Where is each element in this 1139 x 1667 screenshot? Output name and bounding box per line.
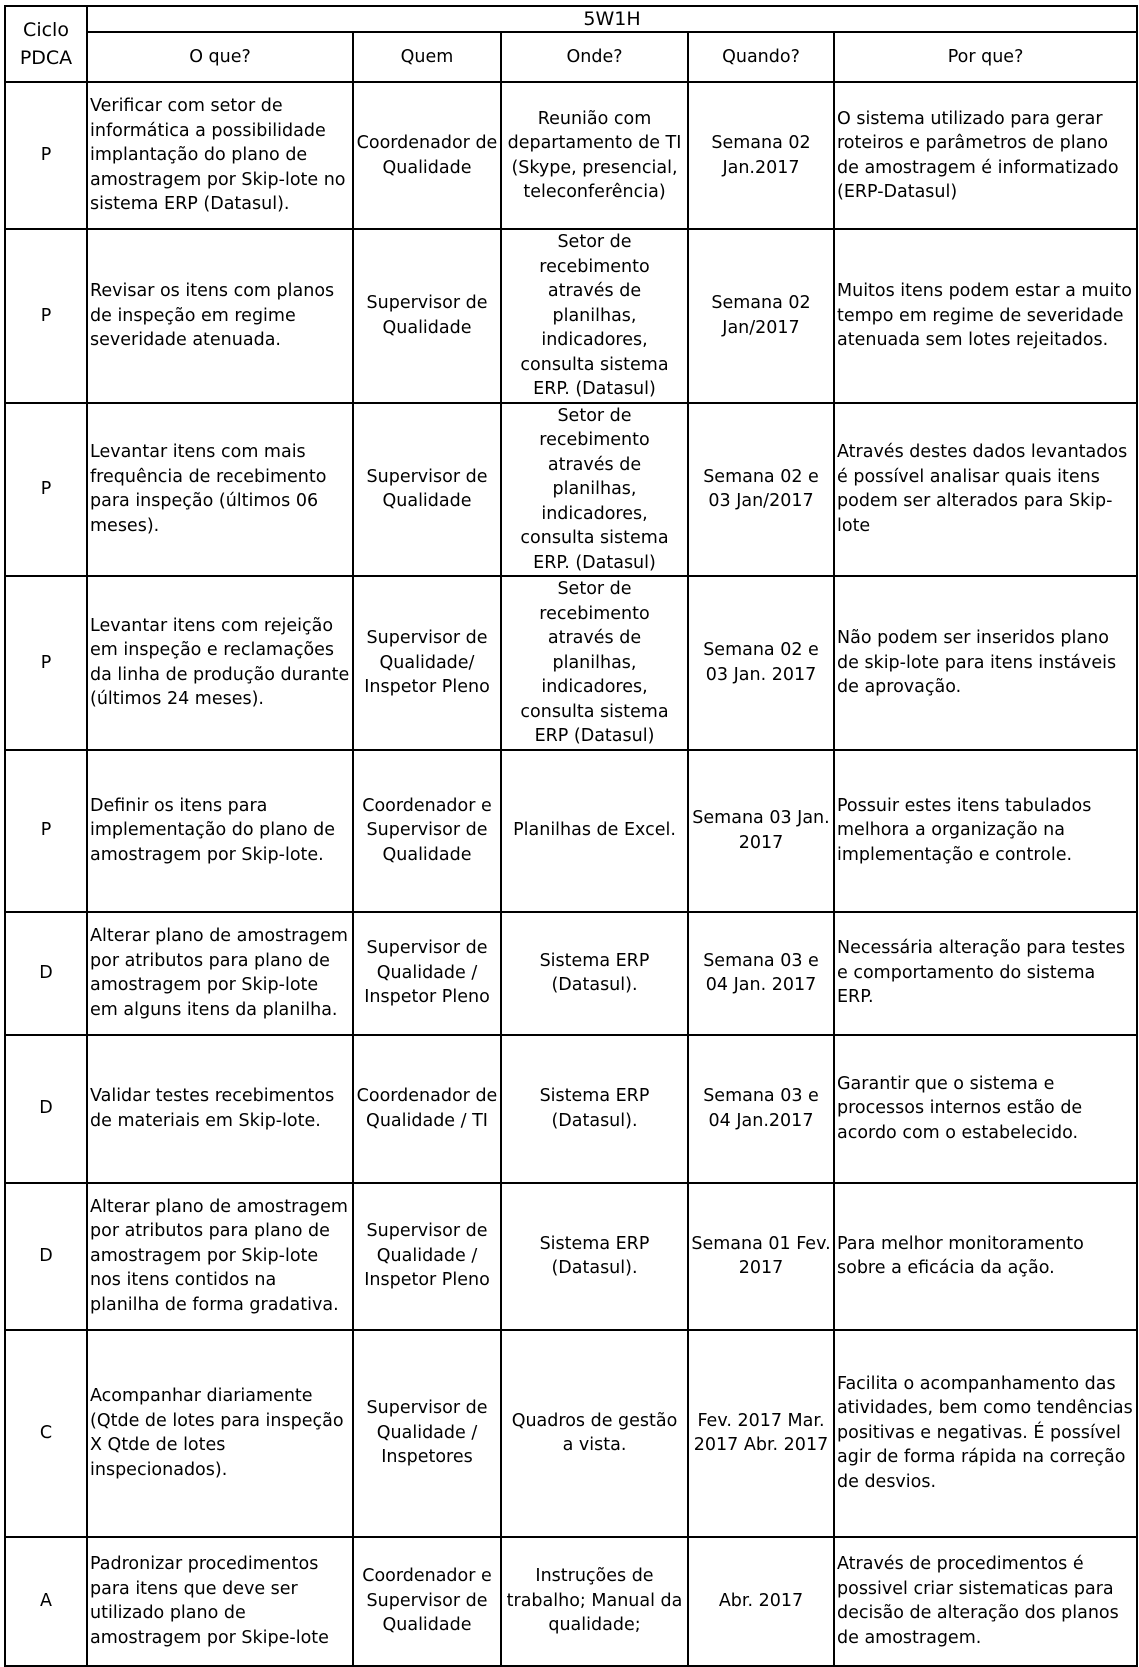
why-cell: Através de procedimentos é possivel criar sistematicas para decisão de alteração dos planos de amostragem.	[834, 1537, 1137, 1666]
when-cell: Semana 03 e 04 Jan.2017	[688, 1035, 834, 1183]
what-cell: Alterar plano de amostragem por atributos para plano de amostragem por Skip-lote nos itens contidos na planilha de forma gradativa.	[87, 1183, 353, 1330]
what-cell: Levantar itens com rejeição em inspeção e reclamações da linha de produção durante (últimos 24 meses).	[87, 576, 353, 750]
phase-cell: D	[5, 1035, 87, 1183]
when-cell: Semana 01 Fev. 2017	[688, 1183, 834, 1330]
who-cell: Coordenador de Qualidade	[353, 82, 501, 229]
why-cell: Possuir estes itens tabulados melhora a organização na implementação e controle.	[834, 750, 1137, 912]
phase-cell: D	[5, 912, 87, 1035]
column-header-when: Quando?	[688, 32, 834, 82]
where-cell: Setor de recebimento através de planilhas, indicadores, consulta sistema ERP. (Datasul)	[501, 403, 688, 577]
phase-cell: P	[5, 576, 87, 750]
where-cell: Reunião com departamento de TI (Skype, presencial, teleconferência)	[501, 82, 688, 229]
column-header-who: Quem	[353, 32, 501, 82]
table-row	[5, 1537, 1137, 1666]
what-cell: Revisar os itens com planos de inspeção em regime severidade atenuada.	[87, 229, 353, 403]
who-cell: Supervisor de Qualidade/ Inspetor Pleno	[353, 576, 501, 750]
what-cell: Validar testes recebimentos de materiais em Skip-lote.	[87, 1035, 353, 1183]
who-cell: Supervisor de Qualidade	[353, 403, 501, 577]
phase-cell: A	[5, 1537, 87, 1666]
who-cell: Coordenador de Qualidade / TI	[353, 1035, 501, 1183]
header-row-columns	[5, 32, 1137, 82]
why-cell: Não podem ser inseridos plano de skip-lote para itens instáveis de aprovação.	[834, 576, 1137, 750]
when-cell: Abr. 2017	[688, 1537, 834, 1666]
ciclo-pdca-header	[5, 6, 87, 82]
who-cell: Coordenador e Supervisor de Qualidade	[353, 1537, 501, 1666]
why-cell: Garantir que o sistema e processos internos estão de acordo com o estabelecido.	[834, 1035, 1137, 1183]
phase-cell: C	[5, 1330, 87, 1537]
pdca-5w1h-table	[4, 5, 1138, 1667]
where-cell: Instruções de trabalho; Manual da qualidade;	[501, 1537, 688, 1666]
why-cell: Facilita o acompanhamento das atividades, bem como tendências positivas e negativas. É possível agir de forma rápida na correção de desvios.	[834, 1330, 1137, 1537]
who-cell: Supervisor de Qualidade / Inspetor Pleno	[353, 912, 501, 1035]
table-row	[5, 229, 1137, 403]
when-cell: Semana 02 Jan/2017	[688, 229, 834, 403]
header-row-top	[5, 6, 1137, 32]
who-cell: Supervisor de Qualidade / Inspetor Pleno	[353, 1183, 501, 1330]
what-cell: Acompanhar diariamente (Qtde de lotes para inspeção X Qtde de lotes inspecionados).	[87, 1330, 353, 1537]
where-cell: Setor de recebimento através de planilhas, indicadores, consulta sistema ERP (Datasul)	[501, 576, 688, 750]
table-row	[5, 403, 1137, 577]
where-cell: Planilhas de Excel.	[501, 750, 688, 912]
phase-cell: P	[5, 82, 87, 229]
phase-cell: P	[5, 229, 87, 403]
when-cell: Semana 02 e 03 Jan. 2017	[688, 576, 834, 750]
why-cell: O sistema utilizado para gerar roteiros e parâmetros de plano de amostragem é informatizado (ERP-Datasul)	[834, 82, 1137, 229]
who-cell: Supervisor de Qualidade	[353, 229, 501, 403]
ciclo-label: Ciclo	[23, 19, 69, 41]
column-header-why: Por que?	[834, 32, 1137, 82]
why-cell: Muitos itens podem estar a muito tempo em regime de severidade atenuada sem lotes rejeitados.	[834, 229, 1137, 403]
when-cell: Semana 02 Jan.2017	[688, 82, 834, 229]
phase-cell: D	[5, 1183, 87, 1330]
who-cell: Supervisor de Qualidade / Inspetores	[353, 1330, 501, 1537]
table-row	[5, 912, 1137, 1035]
when-cell: Fev. 2017 Mar. 2017 Abr. 2017	[688, 1330, 834, 1537]
what-cell: Alterar plano de amostragem por atributos para plano de amostragem por Skip-lote em alguns itens da planilha.	[87, 912, 353, 1035]
why-cell: Através destes dados levantados é possível analisar quais itens podem ser alterados para Skip-lote	[834, 403, 1137, 577]
table-row	[5, 1330, 1137, 1537]
what-cell: Definir os itens para implementação do plano de amostragem por Skip-lote.	[87, 750, 353, 912]
where-cell: Sistema ERP (Datasul).	[501, 912, 688, 1035]
table-title: 5W1H	[87, 6, 1137, 32]
table-row	[5, 82, 1137, 229]
pdca-label: PDCA	[19, 47, 73, 69]
what-cell: Padronizar procedimentos para itens que deve ser utilizado plano de amostragem por Skipe-lote	[87, 1537, 353, 1666]
when-cell: Semana 02 e 03 Jan/2017	[688, 403, 834, 577]
what-cell: Levantar itens com mais frequência de recebimento para inspeção (últimos 06 meses).	[87, 403, 353, 577]
column-header-where: Onde?	[501, 32, 688, 82]
who-cell: Coordenador e Supervisor de Qualidade	[353, 750, 501, 912]
plan-table-container	[4, 5, 1136, 1648]
what-cell: Verificar com setor de informática a possibilidade implantação do plano de amostragem por Skip-lote no sistema ERP (Datasul).	[87, 82, 353, 229]
table-row	[5, 1183, 1137, 1330]
when-cell: Semana 03 e 04 Jan. 2017	[688, 912, 834, 1035]
where-cell: Setor de recebimento através de planilhas, indicadores, consulta sistema ERP. (Datasul)	[501, 229, 688, 403]
table-row	[5, 750, 1137, 912]
table-row	[5, 1035, 1137, 1183]
table-row	[5, 576, 1137, 750]
phase-cell: P	[5, 750, 87, 912]
phase-cell: P	[5, 403, 87, 577]
why-cell: Necessária alteração para testes e comportamento do sistema ERP.	[834, 912, 1137, 1035]
column-header-what: O que?	[87, 32, 353, 82]
where-cell: Sistema ERP (Datasul).	[501, 1035, 688, 1183]
why-cell: Para melhor monitoramento sobre a eficácia da ação.	[834, 1183, 1137, 1330]
where-cell: Sistema ERP (Datasul).	[501, 1183, 688, 1330]
where-cell: Quadros de gestão a vista.	[501, 1330, 688, 1537]
when-cell: Semana 03 Jan. 2017	[688, 750, 834, 912]
